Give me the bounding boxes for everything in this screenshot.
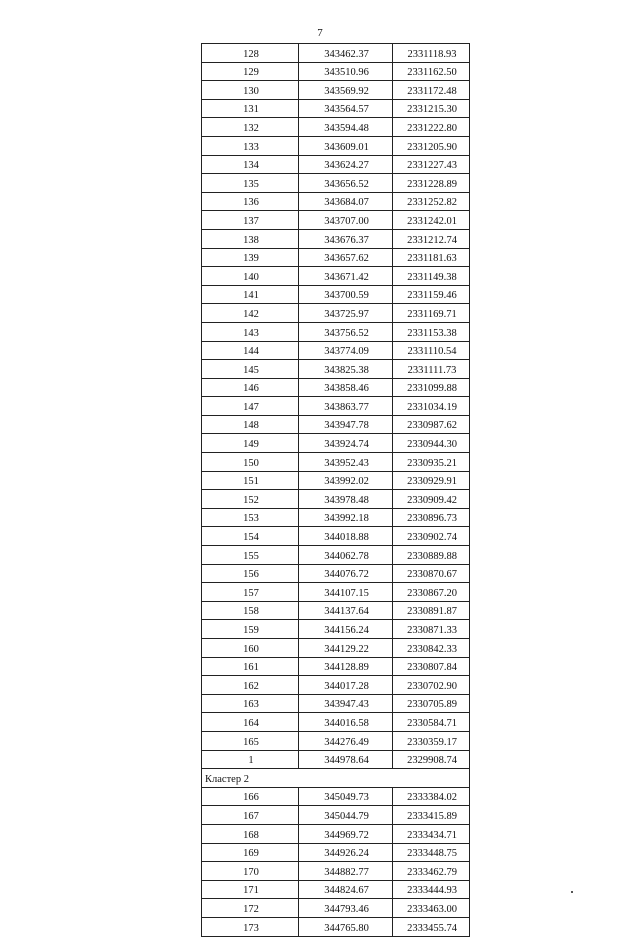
x-coordinate-cell: 345044.79	[299, 806, 393, 825]
x-coordinate-cell: 344765.80	[299, 917, 393, 936]
y-coordinate-cell: 2330929.91	[393, 471, 470, 490]
y-coordinate-cell: 2333444.93	[393, 880, 470, 899]
x-coordinate-cell: 343825.38	[299, 360, 393, 379]
point-number-cell: 135	[202, 174, 299, 193]
point-number-cell: 136	[202, 192, 299, 211]
page-number: 7	[317, 27, 323, 39]
x-coordinate-cell: 344156.24	[299, 620, 393, 639]
point-number-cell: 149	[202, 434, 299, 453]
table-row	[202, 434, 470, 453]
point-number-cell: 173	[202, 917, 299, 936]
x-coordinate-cell: 344062.78	[299, 546, 393, 565]
table-row	[202, 731, 470, 750]
table-row	[202, 471, 470, 490]
point-number-cell: 147	[202, 397, 299, 416]
x-coordinate-cell: 344882.77	[299, 862, 393, 881]
x-coordinate-cell: 344018.88	[299, 527, 393, 546]
x-coordinate-cell: 343992.02	[299, 471, 393, 490]
point-number-cell: 138	[202, 229, 299, 248]
y-coordinate-cell: 2331205.90	[393, 136, 470, 155]
table-row	[202, 136, 470, 155]
x-coordinate-cell: 344978.64	[299, 750, 393, 769]
point-number-cell: 140	[202, 267, 299, 286]
x-coordinate-cell: 344137.64	[299, 601, 393, 620]
table-row	[202, 81, 470, 100]
x-coordinate-cell: 343978.48	[299, 490, 393, 509]
table-row	[202, 750, 470, 769]
point-number-cell: 170	[202, 862, 299, 881]
table-row	[202, 657, 470, 676]
point-number-cell: 143	[202, 322, 299, 341]
x-coordinate-cell: 344017.28	[299, 676, 393, 695]
cluster-header-row	[202, 769, 470, 788]
table-row	[202, 713, 470, 732]
x-coordinate-cell: 344129.22	[299, 639, 393, 658]
y-coordinate-cell: 2331252.82	[393, 192, 470, 211]
table-row	[202, 508, 470, 527]
x-coordinate-cell: 343569.92	[299, 81, 393, 100]
x-coordinate-cell: 343462.37	[299, 44, 393, 63]
table-row	[202, 620, 470, 639]
x-coordinate-cell: 344076.72	[299, 564, 393, 583]
table-row	[202, 787, 470, 806]
point-number-cell: 169	[202, 843, 299, 862]
coordinates-table	[201, 43, 470, 937]
y-coordinate-cell: 2330842.33	[393, 639, 470, 658]
y-coordinate-cell: 2330889.88	[393, 546, 470, 565]
x-coordinate-cell: 343725.97	[299, 304, 393, 323]
point-number-cell: 168	[202, 824, 299, 843]
table-row	[202, 44, 470, 63]
table-row	[202, 546, 470, 565]
y-coordinate-cell: 2333448.75	[393, 843, 470, 862]
point-number-cell: 1	[202, 750, 299, 769]
point-number-cell: 164	[202, 713, 299, 732]
y-coordinate-cell: 2333434.71	[393, 824, 470, 843]
y-coordinate-cell: 2330807.84	[393, 657, 470, 676]
x-coordinate-cell: 343671.42	[299, 267, 393, 286]
table-row	[202, 527, 470, 546]
y-coordinate-cell: 2333463.00	[393, 899, 470, 918]
x-coordinate-cell: 343774.09	[299, 341, 393, 360]
y-coordinate-cell: 2331169.71	[393, 304, 470, 323]
table-row	[202, 322, 470, 341]
point-number-cell: 155	[202, 546, 299, 565]
table-row	[202, 285, 470, 304]
y-coordinate-cell: 2330891.87	[393, 601, 470, 620]
point-number-cell: 153	[202, 508, 299, 527]
point-number-cell: 141	[202, 285, 299, 304]
table-row	[202, 99, 470, 118]
scan-speck	[571, 891, 573, 893]
point-number-cell: 158	[202, 601, 299, 620]
point-number-cell: 152	[202, 490, 299, 509]
y-coordinate-cell: 2331149.38	[393, 267, 470, 286]
point-number-cell: 133	[202, 136, 299, 155]
point-number-cell: 156	[202, 564, 299, 583]
point-number-cell: 130	[202, 81, 299, 100]
x-coordinate-cell: 344824.67	[299, 880, 393, 899]
table-row	[202, 676, 470, 695]
y-coordinate-cell: 2331212.74	[393, 229, 470, 248]
table-row	[202, 397, 470, 416]
point-number-cell: 165	[202, 731, 299, 750]
x-coordinate-cell: 343700.59	[299, 285, 393, 304]
y-coordinate-cell: 2331111.73	[393, 360, 470, 379]
point-number-cell: 145	[202, 360, 299, 379]
table-row	[202, 694, 470, 713]
y-coordinate-cell: 2331181.63	[393, 248, 470, 267]
point-number-cell: 151	[202, 471, 299, 490]
table-row	[202, 564, 470, 583]
point-number-cell: 137	[202, 211, 299, 230]
y-coordinate-cell: 2330359.17	[393, 731, 470, 750]
table-row	[202, 267, 470, 286]
table-row	[202, 174, 470, 193]
point-number-cell: 159	[202, 620, 299, 639]
table-row	[202, 583, 470, 602]
table-row	[202, 843, 470, 862]
x-coordinate-cell: 345049.73	[299, 787, 393, 806]
y-coordinate-cell: 2330870.67	[393, 564, 470, 583]
point-number-cell: 150	[202, 453, 299, 472]
y-coordinate-cell: 2330944.30	[393, 434, 470, 453]
y-coordinate-cell: 2331227.43	[393, 155, 470, 174]
table-row	[202, 378, 470, 397]
table-row	[202, 824, 470, 843]
x-coordinate-cell: 343858.46	[299, 378, 393, 397]
point-number-cell: 131	[202, 99, 299, 118]
point-number-cell: 129	[202, 62, 299, 81]
x-coordinate-cell: 343510.96	[299, 62, 393, 81]
table-row	[202, 899, 470, 918]
point-number-cell: 144	[202, 341, 299, 360]
x-coordinate-cell: 344128.89	[299, 657, 393, 676]
table-row	[202, 360, 470, 379]
cluster-label: Кластер 2	[202, 769, 470, 788]
y-coordinate-cell: 2331215.30	[393, 99, 470, 118]
point-number-cell: 134	[202, 155, 299, 174]
x-coordinate-cell: 344107.15	[299, 583, 393, 602]
point-number-cell: 167	[202, 806, 299, 825]
x-coordinate-cell: 344969.72	[299, 824, 393, 843]
y-coordinate-cell: 2330902.74	[393, 527, 470, 546]
table-row	[202, 880, 470, 899]
table-row	[202, 62, 470, 81]
x-coordinate-cell: 343947.43	[299, 694, 393, 713]
table-row	[202, 248, 470, 267]
table-row	[202, 229, 470, 248]
y-coordinate-cell: 2331153.38	[393, 322, 470, 341]
y-coordinate-cell: 2330584.71	[393, 713, 470, 732]
x-coordinate-cell: 344276.49	[299, 731, 393, 750]
x-coordinate-cell: 344016.58	[299, 713, 393, 732]
x-coordinate-cell: 343863.77	[299, 397, 393, 416]
x-coordinate-cell: 343564.57	[299, 99, 393, 118]
point-number-cell: 160	[202, 639, 299, 658]
point-number-cell: 132	[202, 118, 299, 137]
y-coordinate-cell: 2331162.50	[393, 62, 470, 81]
y-coordinate-cell: 2330987.62	[393, 415, 470, 434]
table-row	[202, 806, 470, 825]
y-coordinate-cell: 2331118.93	[393, 44, 470, 63]
x-coordinate-cell: 343947.78	[299, 415, 393, 434]
x-coordinate-cell: 343676.37	[299, 229, 393, 248]
y-coordinate-cell: 2331228.89	[393, 174, 470, 193]
y-coordinate-cell: 2330705.89	[393, 694, 470, 713]
x-coordinate-cell: 344926.24	[299, 843, 393, 862]
y-coordinate-cell: 2333455.74	[393, 917, 470, 936]
table-row	[202, 490, 470, 509]
y-coordinate-cell: 2331034.19	[393, 397, 470, 416]
x-coordinate-cell: 344793.46	[299, 899, 393, 918]
table-row	[202, 211, 470, 230]
table-row	[202, 862, 470, 881]
point-number-cell: 171	[202, 880, 299, 899]
point-number-cell: 154	[202, 527, 299, 546]
table-row	[202, 192, 470, 211]
y-coordinate-cell: 2329908.74	[393, 750, 470, 769]
point-number-cell: 161	[202, 657, 299, 676]
table-row	[202, 118, 470, 137]
y-coordinate-cell: 2331110.54	[393, 341, 470, 360]
table-row	[202, 639, 470, 658]
y-coordinate-cell: 2330909.42	[393, 490, 470, 509]
x-coordinate-cell: 343992.18	[299, 508, 393, 527]
point-number-cell: 146	[202, 378, 299, 397]
y-coordinate-cell: 2331099.88	[393, 378, 470, 397]
y-coordinate-cell: 2330896.73	[393, 508, 470, 527]
x-coordinate-cell: 343952.43	[299, 453, 393, 472]
x-coordinate-cell: 343609.01	[299, 136, 393, 155]
x-coordinate-cell: 343684.07	[299, 192, 393, 211]
y-coordinate-cell: 2333384.02	[393, 787, 470, 806]
y-coordinate-cell: 2330871.33	[393, 620, 470, 639]
x-coordinate-cell: 343756.52	[299, 322, 393, 341]
x-coordinate-cell: 343594.48	[299, 118, 393, 137]
point-number-cell: 172	[202, 899, 299, 918]
point-number-cell: 163	[202, 694, 299, 713]
y-coordinate-cell: 2331159.46	[393, 285, 470, 304]
point-number-cell: 128	[202, 44, 299, 63]
point-number-cell: 148	[202, 415, 299, 434]
point-number-cell: 157	[202, 583, 299, 602]
y-coordinate-cell: 2330935.21	[393, 453, 470, 472]
x-coordinate-cell: 343657.62	[299, 248, 393, 267]
point-number-cell: 139	[202, 248, 299, 267]
table-row	[202, 304, 470, 323]
y-coordinate-cell: 2333462.79	[393, 862, 470, 881]
table-row	[202, 601, 470, 620]
x-coordinate-cell: 343924.74	[299, 434, 393, 453]
table-row	[202, 453, 470, 472]
table-row	[202, 155, 470, 174]
y-coordinate-cell: 2331172.48	[393, 81, 470, 100]
x-coordinate-cell: 343707.00	[299, 211, 393, 230]
y-coordinate-cell: 2331242.01	[393, 211, 470, 230]
x-coordinate-cell: 343656.52	[299, 174, 393, 193]
point-number-cell: 162	[202, 676, 299, 695]
y-coordinate-cell: 2330702.90	[393, 676, 470, 695]
x-coordinate-cell: 343624.27	[299, 155, 393, 174]
y-coordinate-cell: 2330867.20	[393, 583, 470, 602]
table-row	[202, 415, 470, 434]
table-row	[202, 341, 470, 360]
table-row	[202, 917, 470, 936]
point-number-cell: 142	[202, 304, 299, 323]
point-number-cell: 166	[202, 787, 299, 806]
y-coordinate-cell: 2331222.80	[393, 118, 470, 137]
y-coordinate-cell: 2333415.89	[393, 806, 470, 825]
